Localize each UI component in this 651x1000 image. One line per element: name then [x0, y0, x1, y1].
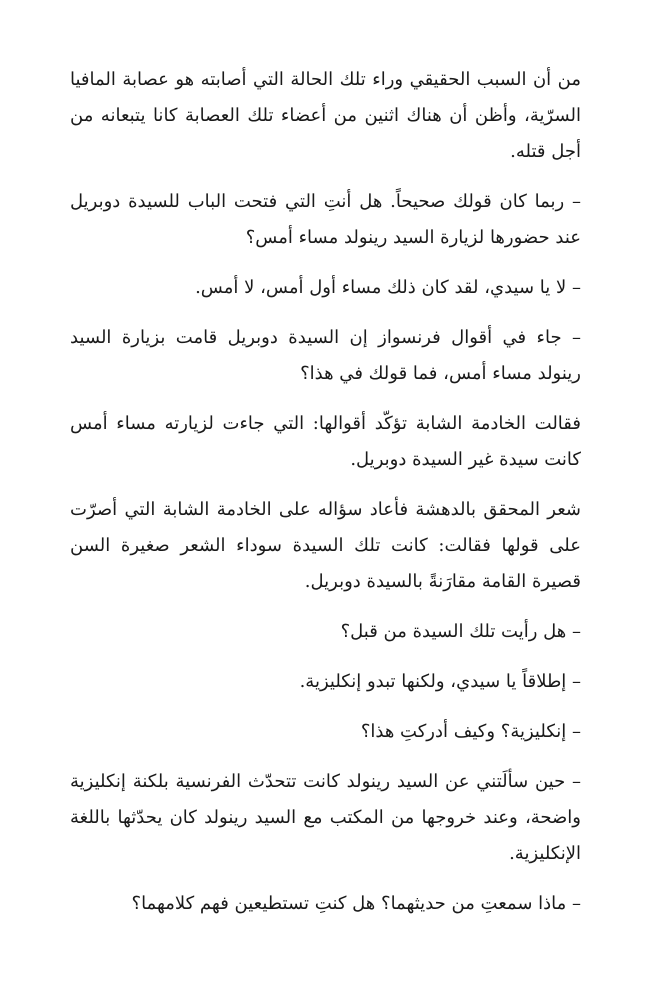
- paragraph-5: فقالت الخادمة الشابة تؤكّد أقوالها: التي جاءت لزيارته مساء أمس كانت سيدة غير السيدة دوبريل.: [70, 413, 581, 470]
- paragraph-1: من أن السبب الحقيقي وراء تلك الحالة التي أصابته هو عصابة المافيا السرّية، وأظن أن هناك اثنين من أعضاء تلك العصابة كانا يتبعانه من أجل قتله.: [70, 69, 581, 162]
- paragraph-7: – هل رأيت تلك السيدة من قبل؟: [340, 621, 581, 642]
- paragraph-11: – ماذا سمعتِ من حديثهما؟ هل كنتِ تستطيعين فهم كلامهما؟: [131, 893, 581, 914]
- paragraph-2: – ربما كان قولك صحيحاً. هل أنتِ التي فتحت الباب للسيدة دوبريل عند حضورها لزيارة السيد رينولد مساء أمس؟: [70, 191, 581, 248]
- paragraph-6: شعر المحقق بالدهشة فأعاد سؤاله على الخادمة الشابة التي أصرّت على قولها فقالت: كانت تلك السيدة سوداء الشعر صغيرة السن قصيرة القامة مقارَنةً بالسيدة دوبريل.: [70, 499, 581, 592]
- paragraph-8: – إطلاقاً يا سيدي، ولكنها تبدو إنكليزية.: [299, 671, 581, 692]
- paragraph-10: – حين سألَتني عن السيد رينولد كانت تتحدّث الفرنسية بلكنة إنكليزية واضحة، وعند خروجها من المكتب مع السيد رينولد كان يحدّثها باللغة الإنكليزية.: [70, 771, 581, 864]
- paragraph-4: – جاء في أقوال فرنسواز إن السيدة دوبريل قامت بزيارة السيد رينولد مساء أمس، فما قولك في هذا؟: [70, 327, 581, 384]
- paragraph-3: – لا يا سيدي، لقد كان ذلك مساء أول أمس، لا أمس.: [195, 277, 581, 298]
- page-text: [70, 62, 581, 922]
- paragraph-9: – إنكليزية؟ وكيف أدركتِ هذا؟: [360, 721, 581, 742]
